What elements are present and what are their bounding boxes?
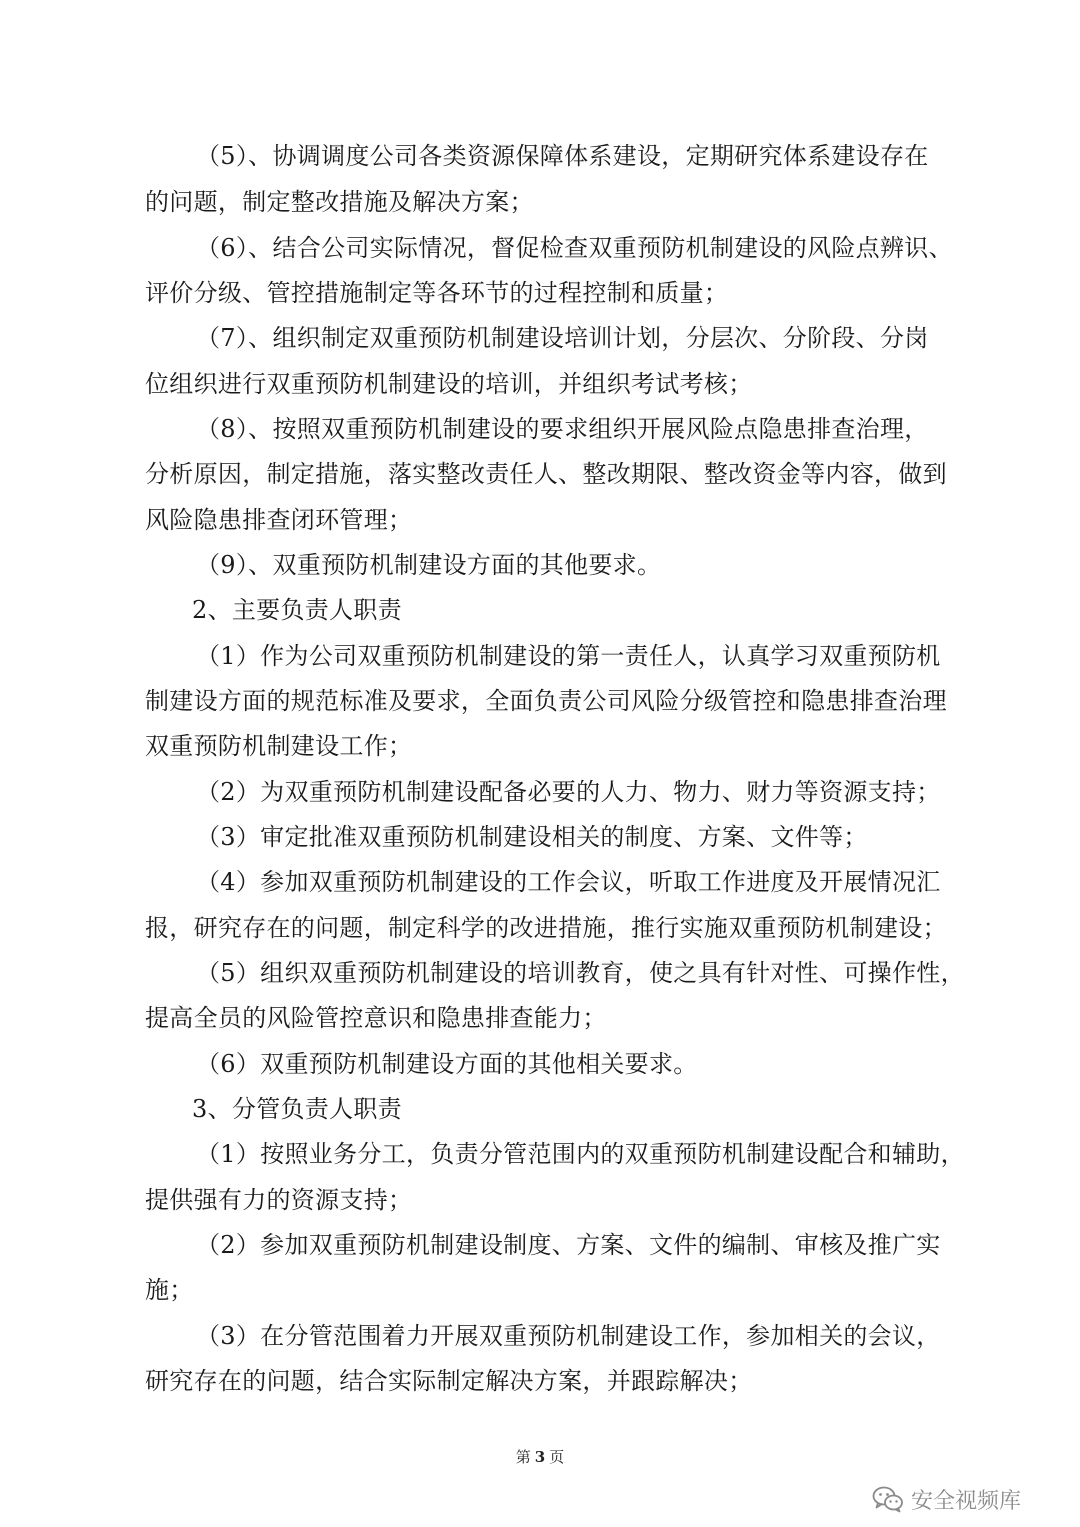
text-line: （6）、结合公司实际情况，督促检查双重预防机制建设的风险点辨识、 [196,234,953,262]
text-line: 制建设方面的规范标准及要求，全面负责公司风险分级管控和隐患排查治理 [145,687,947,715]
text-line: 报，研究存在的问题，制定科学的改进措施，推行实施双重预防机制建设； [145,914,947,942]
text-line: 提高全员的风险管控意识和隐患排查能力； [145,1004,607,1032]
text-line: （6）双重预防机制建设方面的其他相关要求。 [196,1050,698,1078]
text-line: 的问题，制定整改措施及解决方案； [145,188,534,216]
watermark-text: 安全视频库 [911,1488,1022,1514]
text-line: （8）、按照双重预防机制建设的要求组织开展风险点隐患排查治理， [196,415,929,443]
text-line: （2）为双重预防机制建设配备必要的人力、物力、财力等资源支持； [196,778,941,806]
text-line: 施； [145,1276,194,1304]
page-label-prefix: 第 [515,1448,531,1466]
text-line: 提供强有力的资源支持； [145,1186,413,1214]
page-label-suffix: 页 [549,1448,565,1466]
text-line: （1）按照业务分工，负责分管范围内的双重预防机制建设配合和辅助， [196,1140,965,1168]
text-line: 分析原因，制定措施，落实整改责任人、整改期限、整改资金等内容，做到 [145,460,947,488]
page-footer [0,1447,1080,1467]
wechat-icon [872,1485,904,1513]
text-line: 双重预防机制建设工作； [145,732,413,760]
text-line: （3）在分管范围着力开展双重预防机制建设工作，参加相关的会议， [196,1322,941,1350]
text-line: 评价分级、管控措施制定等各环节的过程控制和质量； [145,279,729,307]
watermark [872,1482,1021,1516]
text-line: （5）组织双重预防机制建设的培训教育，使之具有针对性、可操作性， [196,959,965,987]
section-heading: 2、主要负责人职责 [192,596,402,624]
text-line: 研究存在的问题，结合实际制定解决方案，并跟踪解决； [145,1367,753,1395]
text-line: （3）审定批准双重预防机制建设相关的制度、方案、文件等； [196,823,868,851]
text-line: （2）参加双重预防机制建设制度、方案、文件的编制、审核及推广实 [196,1231,941,1259]
section-heading: 3、分管负责人职责 [192,1095,402,1123]
page-number: 3 [534,1448,546,1466]
text-line: 位组织进行双重预防机制建设的培训，并组织考试考核； [145,370,753,398]
text-line: 风险隐患排查闭环管理； [145,506,413,534]
text-line: （4）参加双重预防机制建设的工作会议，听取工作进度及开展情况汇 [196,868,941,896]
text-line: （1）作为公司双重预防机制建设的第一责任人，认真学习双重预防机 [196,642,941,670]
text-line: （5）、协调调度公司各类资源保障体系建设，定期研究体系建设存在 [196,142,929,170]
text-line: （7）、组织制定双重预防机制建设培训计划，分层次、分阶段、分岗 [196,324,929,352]
text-line: （9）、双重预防机制建设方面的其他要求。 [196,551,662,579]
